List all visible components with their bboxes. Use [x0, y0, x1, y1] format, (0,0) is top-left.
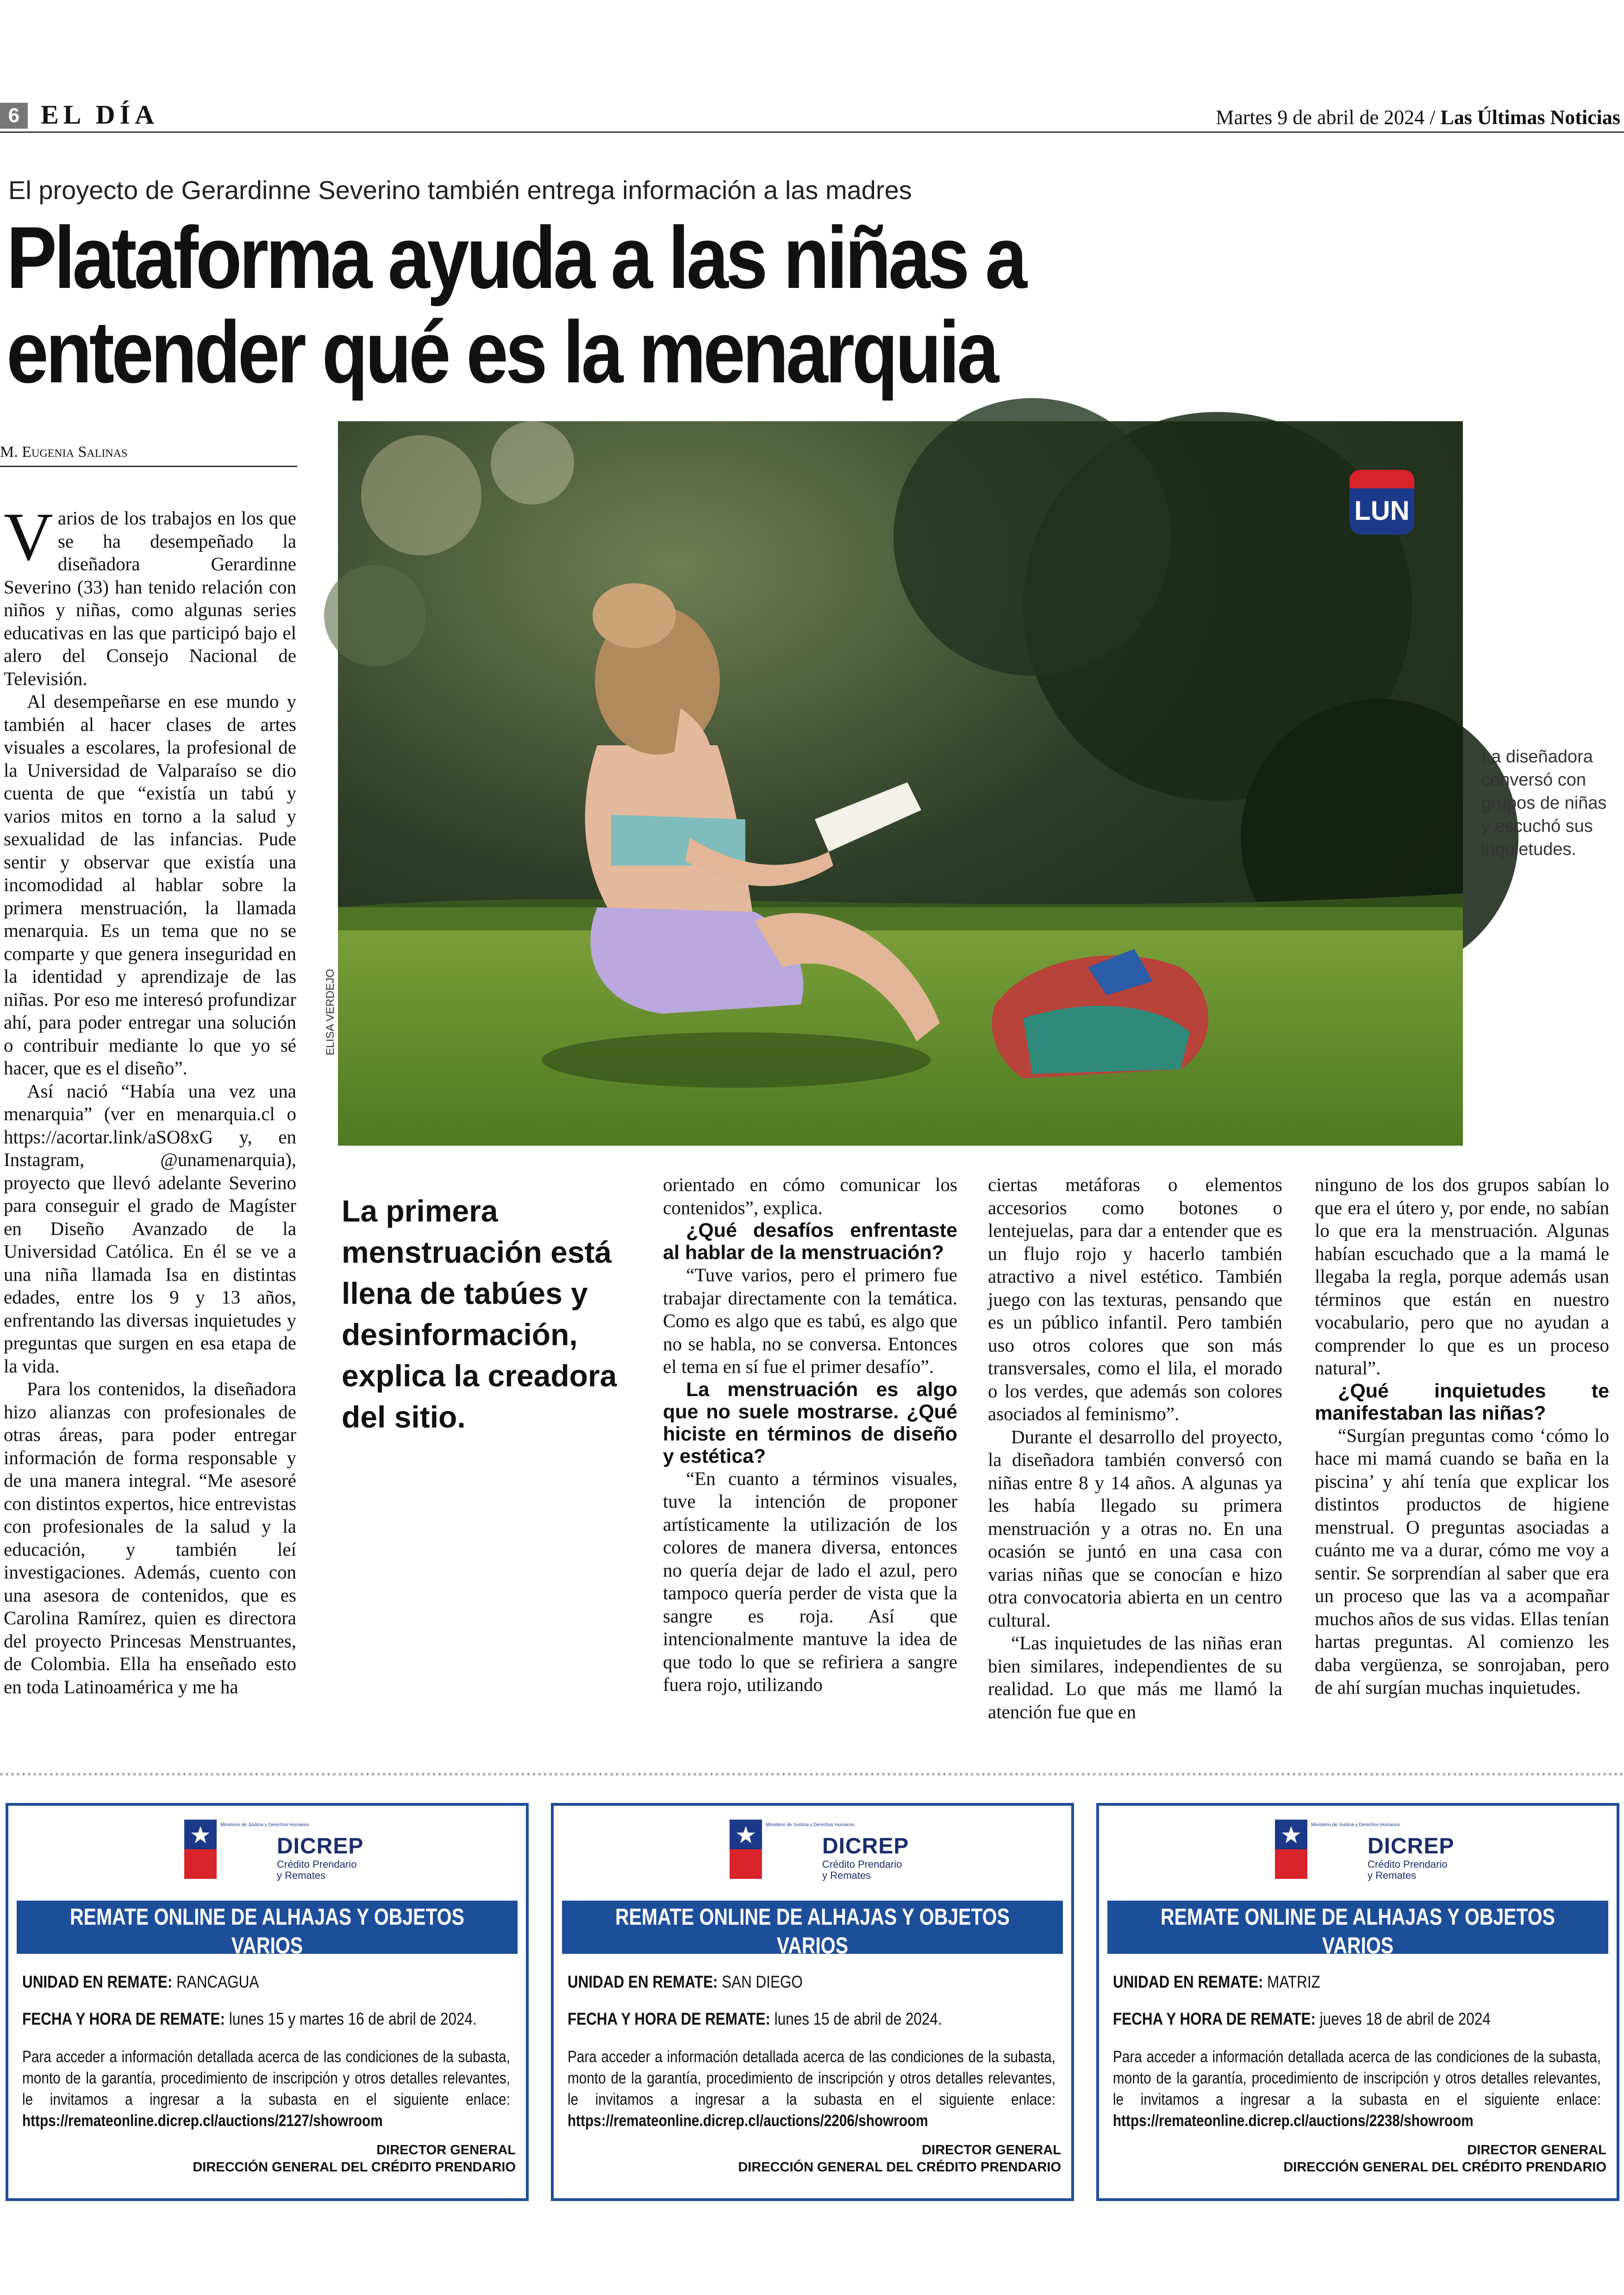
section-title: EL DÍA: [41, 100, 159, 130]
photo-caption: La diseñadora conversó con grupos de niñas y escuchó sus inquietudes.: [1481, 747, 1607, 859]
paragraph: ninguno de los dos grupos sabían lo que era el útero y, por ende, no sabían lo que era la menstruación. Algunas habían escuchado que a la mamá le llegaba la regla, porque además usan términos que están en nuestro vocabulario, pero que no ayudan a comprender lo que es un proceso natural”.: [1315, 1174, 1609, 1378]
ad-unit: [568, 1972, 803, 1992]
paragraph: “Las inquietudes de las niñas eran bien similares, independientes de su realidad. Lo que más me llamó la atención fue que en: [988, 1632, 1282, 1722]
ad-unit: [22, 1972, 259, 1992]
paragraph: Durante el desarrollo del proyecto, la diseñadora también conversó con niñas entre 8 y 14 años. A algunas ya les había llegado su primera menstruación y a otras no. En una ocasión se juntó en una casa con varias niñas que se conocían e hizo otra convocatoria abierta en un centro cultural.: [988, 1426, 1282, 1631]
unit-value: MATRIZ: [1267, 1972, 1320, 1991]
dicrep-sub-1: Crédito Prendario: [1368, 1858, 1448, 1870]
paragraph-text: arios de los trabajos en los que se ha desempeñado la diseñadora Gerardinne Severino (33) han tenido relación con niños y niñas, como algunas series educativas en las que participó bajo el alero del Consejo Nacional de Televisión.: [4, 507, 296, 689]
dicrep-brand: [822, 1834, 909, 1881]
paragraph: [4, 499, 296, 690]
drop-cap: V: [4, 499, 53, 575]
interview-question: ¿Qué desafíos enfrentaste al hablar de la menstruación?: [663, 1219, 957, 1264]
dicrep-logo: DICREP: [822, 1834, 909, 1858]
paragraph: Así nació “Había una vez una menarquia” (ver en menarquia.cl o https://acortar.link/aSO8xG y, en Instagram, @unamenarquia), proyecto que llevó adelante Severino para conseguir el grado de Magíster en Diseño Avanzado de la Universidad Católica. En él se ve a una niña llamada Isa en distintas edades, entre los 9 y 13 años, enfrentando las diversas inquietudes y preguntas que surgen en esa etapa de la vida.: [4, 1080, 296, 1377]
headline-line-1: Plataforma ayuda a las niñas a: [6, 209, 1024, 307]
ad-title: REMATE ONLINE DE ALHAJAS Y OBJETOS VARIOS: [69, 1904, 465, 1958]
lun-logo-text: LUN: [1354, 496, 1410, 526]
article-column-4: [988, 1173, 1282, 1723]
date-label: FECHA Y HORA DE REMATE:: [22, 2009, 225, 2028]
dicrep-brand: [1368, 1834, 1454, 1881]
direccion-name: DIRECCIÓN GENERAL DEL CRÉDITO PRENDARIO: [193, 2160, 516, 2175]
date-label: FECHA Y HORA DE REMATE:: [1113, 2009, 1316, 2028]
date-value: lunes 15 y martes 16 de abril de 2024.: [229, 2009, 477, 2028]
article-kicker: El proyecto de Gerardinne Severino también entrega información a las madres: [8, 175, 912, 205]
dicrep-sub-2: y Remates: [822, 1870, 871, 1881]
publication-name: Las Últimas Noticias: [1440, 106, 1620, 129]
dicrep-sub-1: Crédito Prendario: [277, 1858, 357, 1870]
ad-link[interactable]: https://remateonline.dicrep.cl/auctions/2238/showroom: [1113, 2112, 1474, 2130]
dicrep-logo: DICREP: [277, 1834, 364, 1858]
unit-value: SAN DIEGO: [722, 1972, 803, 1991]
date-label: FECHA Y HORA DE REMATE:: [568, 2009, 771, 2028]
unit-label: UNIDAD EN REMATE:: [1113, 1972, 1263, 1991]
gov-text: Ministerio de Justicia y Derechos Humanos: [1311, 1822, 1400, 1827]
ad-info: [1113, 2046, 1601, 2132]
paragraph: Al desempeñarse en ese mundo y también al hacer clases de artes visuales a escolares, la profesional de la Universidad de Valparaíso se dio cuenta de que “existía un tabú y varios mitos en torno a la salud y sexualidad de las infancias. Pude sentir y observar que existía una incomodidad al hablar sobre la primera menstruación, la llamada menarquia. Es un tema que no se comparte y que genera inseguridad en la identidad y aprendizaje de las niñas. Por eso me interesó profundizar ahí, para poder entregar una solución o contribuir mediante lo que yo sé hacer, que es el diseño”.: [4, 691, 296, 1079]
ad-subtitle: DIRECCIÓN GENERAL DEL CRÉDITO PRENDARIO (DICREP): [81, 1960, 453, 1978]
ad-logos: [1275, 1820, 1516, 1880]
paragraph: “Tuve varios, pero el primero fue trabajar directamente con la temática. Como es algo que es tabú, es algo que no se habla, no se conversa. Entonces el tema en sí fue el primer desafío”.: [663, 1264, 957, 1377]
ad-title: REMATE ONLINE DE ALHAJAS Y OBJETOS VARIOS: [615, 1904, 1010, 1958]
dicrep-logo: DICREP: [1368, 1834, 1455, 1858]
ad-unit: [1113, 1972, 1320, 1992]
ad-info: [22, 2046, 510, 2132]
ad-info: [568, 2046, 1056, 2132]
dicrep-ad-matriz: [1096, 1803, 1619, 2201]
photo-credit: ELISA VERDEJO: [324, 969, 337, 1055]
dicrep-brand: [277, 1834, 363, 1881]
ad-date: [568, 2009, 942, 2029]
ad-banner: [1107, 1901, 1608, 1978]
gov-text: Ministerio de Justicia y Derechos Humanos: [220, 1822, 309, 1827]
paragraph: Para los contenidos, la diseñadora hizo alianzas con profesionales de otras áreas, para poder entregar información de forma responsable y de una manera integral. “Me asesoré con distintos expertos, hice entrevistas con profesionales de la salud y la educación, y también leí investigaciones. Además, cuento con una asesora de contenidos, que es Carolina Ramírez, quien es directora del proyecto Princesas Menstruantes, de Colombia. Ella ha enseñado esto en toda Latinoamérica y me ha: [4, 1378, 296, 1697]
unit-label: UNIDAD EN REMATE:: [568, 1972, 718, 1991]
dateline: [1216, 106, 1620, 129]
article-column-3: [663, 1173, 957, 1696]
ad-title: REMATE ONLINE DE ALHAJAS Y OBJETOS VARIOS: [1160, 1904, 1555, 1958]
article-column-5: [1315, 1173, 1609, 1699]
ad-link[interactable]: https://remateonline.dicrep.cl/auctions/2206/showroom: [568, 2112, 928, 2130]
lun-logo: [1349, 470, 1414, 535]
interview-question: La menstruación es algo que no suele mostrarse. ¿Qué hiciste en términos de diseño y estética?: [663, 1378, 957, 1467]
ad-subtitle: DIRECCIÓN GENERAL DEL CRÉDITO PRENDARIO (DICREP): [626, 1960, 999, 1978]
ad-date: [22, 2009, 477, 2029]
lun-logo-mark: [1349, 470, 1414, 535]
paragraph: orientado en cómo comunicar los contenidos”, explica.: [663, 1174, 957, 1218]
director-title: DIRECTOR GENERAL: [1467, 2143, 1606, 2158]
director-title: DIRECTOR GENERAL: [922, 2143, 1061, 2158]
article-column-1: [4, 499, 296, 1698]
director-title: DIRECTOR GENERAL: [376, 2143, 516, 2158]
byline: M. Eugenia Salinas: [0, 443, 297, 467]
info-text: Para acceder a información detallada acerca de las condiciones de la subasta, monto de la garantía, procedimiento de inscripción y otros detalles relevantes, le invitamos a ingresar a la subasta en el siguiente enlace:: [22, 2048, 510, 2108]
page-number: 6: [0, 103, 28, 129]
dicrep-sub-2: y Remates: [277, 1870, 326, 1881]
unit-value: RANCAGUA: [176, 1972, 259, 1991]
ad-logos: [730, 1820, 970, 1880]
ad-date: [1113, 2009, 1491, 2029]
paragraph: “En cuanto a términos visuales, tuve la intención de proponer artísticamente la utilización de los colores de manera diversa, entonces no quería dejar de lado el azul, pero tampoco quería perder de vista que la sangre es roja. Así que intencionalmente mantuve la idea de que todo lo que se refiriera a sangre fuera rojo, utilizando: [663, 1467, 957, 1695]
ad-link[interactable]: https://remateonline.dicrep.cl/auctions/2127/showroom: [22, 2112, 383, 2130]
direccion-name: DIRECCIÓN GENERAL DEL CRÉDITO PRENDARIO: [1283, 2160, 1606, 2175]
paragraph: ciertas metáforas o elementos accesorios como botones o lentejuelas, para dar a entender que es un flujo rojo y hacerlo también atractivo a nivel estético. También juego con las texturas, pensando que es un público infantil. Pero también uso otros colores que son más transversales, como el lila, el morado o los verdes, que además son colores asociados al feminismo”.: [988, 1174, 1282, 1424]
headline-line-2: entender qué es la menarquia: [6, 303, 996, 401]
header-rule: [0, 131, 1624, 133]
photo-illustration: [338, 421, 1463, 1146]
ad-banner: [17, 1901, 518, 1978]
info-text: Para acceder a información detallada acerca de las condiciones de la subasta, monto de la garantía, procedimiento de inscripción y otros detalles relevantes, le invitamos a ingresar a la subasta en el siguiente enlace:: [568, 2048, 1056, 2108]
unit-label: UNIDAD EN REMATE:: [22, 1972, 173, 1991]
issue-date: Martes 9 de abril de 2024: [1216, 106, 1425, 129]
article-photo: [338, 421, 1463, 1146]
ad-separator: [0, 1773, 1624, 1776]
ad-logos: [184, 1820, 425, 1880]
pull-quote: La primera menstruación está llena de tabúes y desinformación, explica la creadora del sitio.: [342, 1194, 617, 1434]
article-headline: [6, 211, 1121, 399]
dicrep-ad-rancagua: [6, 1803, 529, 2201]
interview-question: ¿Qué inquietudes te manifestaban las niñas?: [1315, 1379, 1609, 1424]
dateline-separator: /: [1424, 106, 1441, 129]
date-value: lunes 15 de abril de 2024.: [774, 2009, 942, 2028]
date-value: jueves 18 de abril de 2024: [1319, 2009, 1491, 2028]
paragraph: “Surgían preguntas como ‘cómo lo hace mi mamá cuando se baña en la piscina’ y ahí tenía que explicar los distintos productos de higiene menstrual. O preguntas asociadas a cuánto me va a durar, cómo me voy a sentir. Se sorprendían al saber que era un proceso que las va a acompañar muchos años de sus vidas. Ellas tenían hartas preguntas. Al comienzo les daba vergüenza, se sonrojaban, pero de ahí surgían muchas inquietudes.: [1315, 1424, 1609, 1698]
ad-banner: [562, 1901, 1063, 1978]
direccion-name: DIRECCIÓN GENERAL DEL CRÉDITO PRENDARIO: [738, 2160, 1061, 2175]
dicrep-ad-san-diego: [551, 1803, 1074, 2201]
info-text: Para acceder a información detallada acerca de las condiciones de la subasta, monto de la garantía, procedimiento de inscripción y otros detalles relevantes, le invitamos a ingresar a la subasta en el siguiente enlace:: [1113, 2048, 1601, 2108]
dicrep-sub-2: y Remates: [1368, 1870, 1417, 1881]
gov-text: Ministerio de Justicia y Derechos Humanos: [766, 1822, 855, 1827]
dicrep-sub-1: Crédito Prendario: [822, 1858, 902, 1870]
ad-subtitle: DIRECCIÓN GENERAL DEL CRÉDITO PRENDARIO (DICREP): [1172, 1960, 1544, 1978]
